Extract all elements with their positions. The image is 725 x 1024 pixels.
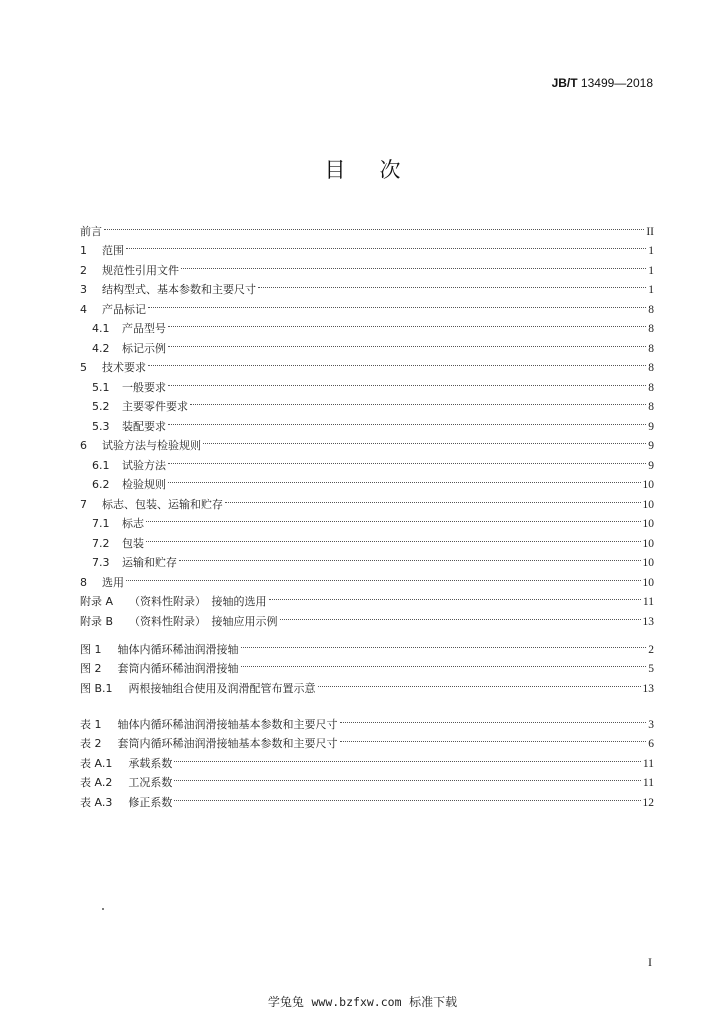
toc-entry-label: 承载系数 xyxy=(128,756,173,770)
dot-leader xyxy=(190,385,646,406)
dot-leader xyxy=(168,404,646,425)
toc-entry-label: 一般要求 xyxy=(122,380,166,394)
toc-entry-label: 运输和贮存 xyxy=(122,556,177,569)
toc-entry-page: 10 xyxy=(642,537,654,550)
footer-url: www.bzfxw.com xyxy=(311,995,402,1009)
toc-entry-page: 10 xyxy=(642,557,654,569)
toc-entry-number: 6.2 xyxy=(92,478,110,491)
toc-entry-page: 8 xyxy=(648,401,654,413)
toc-entry-page: 10 xyxy=(642,576,654,589)
toc-entry-label: 主要零件要求 xyxy=(122,400,188,413)
scan-speck xyxy=(102,908,104,910)
dot-leader xyxy=(340,722,647,743)
toc-entry-page: 13 xyxy=(642,682,654,695)
page-number: I xyxy=(648,955,652,969)
toc-entry-number: 附录 A xyxy=(80,595,114,608)
dot-leader xyxy=(168,443,646,464)
toc-entry-label: 修正系数 xyxy=(128,795,173,809)
toc-entry-page: 8 xyxy=(648,323,654,335)
toc-entry-label: 检验规则 xyxy=(122,478,166,491)
footer-watermark xyxy=(0,993,725,1010)
toc-entry-page: 8 xyxy=(648,342,654,355)
toc-entry-page: II xyxy=(646,225,654,238)
dot-leader xyxy=(168,307,646,328)
standard-code xyxy=(552,76,653,90)
toc-entry-page: 1 xyxy=(648,264,654,277)
toc-entry-number: 5 xyxy=(80,361,87,374)
toc-entry-page: 10 xyxy=(642,518,654,530)
toc-entry-label: 轴体内循环稀油润滑接轴 xyxy=(117,642,239,656)
toc-entry-label: 标记示例 xyxy=(122,341,166,355)
dot-leader xyxy=(269,580,641,601)
toc-entry-number: 4 xyxy=(80,302,87,316)
toc-entry-page: 11 xyxy=(642,777,654,789)
dot-leader xyxy=(258,268,646,289)
toc-entry-page: 6 xyxy=(648,738,654,750)
toc-entry-label: 标志、包装、运输和贮存 xyxy=(102,497,223,511)
toc-entry-page: 12 xyxy=(642,796,654,809)
toc-entry-number: 1 xyxy=(80,244,87,257)
toc-entry-page: 8 xyxy=(648,303,654,316)
footer-tagline: 标准下载 xyxy=(409,995,458,1009)
toc-entry-number: 4.1 xyxy=(92,322,110,335)
toc-entry-label: 产品型号 xyxy=(122,322,166,335)
dot-leader xyxy=(179,541,641,562)
toc-entry-number: 5.2 xyxy=(92,400,110,413)
toc-entry-number: 7.3 xyxy=(92,556,110,569)
toc-entry-number: 4.2 xyxy=(92,341,110,355)
dot-leader xyxy=(168,365,646,386)
dot-leader xyxy=(174,780,640,801)
toc-entry-label: 范围 xyxy=(102,244,124,257)
toc-entry-page: 10 xyxy=(642,479,654,491)
toc-entry-label: 试验方法 xyxy=(122,458,166,472)
dot-leader xyxy=(318,666,641,687)
dot-leader xyxy=(126,229,646,250)
dot-leader xyxy=(146,521,641,542)
dot-leader xyxy=(340,702,647,723)
toc-tables-section xyxy=(80,707,654,809)
toc-entry-number: 表 1 xyxy=(80,717,102,731)
dot-leader xyxy=(126,560,641,581)
toc-entry-label: 装配要求 xyxy=(122,419,166,433)
toc-entry-number: 7.1 xyxy=(92,517,110,530)
toc-entry-number: 6 xyxy=(80,439,87,452)
toc-entry-label: 规范性引用文件 xyxy=(102,263,179,277)
dot-leader xyxy=(168,463,641,484)
toc-entry-number: 表 A.1 xyxy=(80,756,113,770)
dot-leader xyxy=(104,209,644,230)
toc-entry-label: （资料性附录） 接轴应用示例 xyxy=(129,614,278,628)
dot-leader xyxy=(174,761,641,782)
toc-entry-number: 表 A.3 xyxy=(80,795,113,809)
toc-entry-number: 6.1 xyxy=(92,458,110,472)
toc-main-section xyxy=(80,214,654,628)
toc-entry-number: 2 xyxy=(80,263,87,277)
toc-entry-page: 9 xyxy=(648,440,654,452)
toc-entry-page: 9 xyxy=(648,420,654,433)
dot-leader xyxy=(203,424,646,445)
dot-leader xyxy=(146,502,641,523)
toc-entry-label: （资料性附录） 接轴的选用 xyxy=(129,595,267,608)
toc-entry-number: 表 A.2 xyxy=(80,776,113,789)
toc-entry-label: 两根接轴组合使用及润滑配管布置示意 xyxy=(128,681,316,695)
toc-entry-label: 选用 xyxy=(102,575,124,589)
dot-leader xyxy=(225,482,641,503)
toc-entry-page: 8 xyxy=(648,362,654,374)
dot-leader xyxy=(148,287,646,308)
dot-leader xyxy=(148,346,646,367)
toc-entry-number: 7 xyxy=(80,497,87,511)
dot-leader xyxy=(280,599,641,620)
toc-entry-page: 1 xyxy=(648,284,654,296)
dot-leader xyxy=(181,248,646,269)
toc-entry-page: 3 xyxy=(648,718,654,731)
dot-leader xyxy=(168,326,646,347)
dot-leader xyxy=(174,741,641,762)
toc-entry-page: 10 xyxy=(642,498,654,511)
toc-entry-page: 5 xyxy=(648,663,654,675)
standard-number: 13499—2018 xyxy=(577,76,653,90)
dot-leader xyxy=(241,627,647,648)
toc-entry-number: 表 2 xyxy=(80,737,102,750)
toc-entry-number: 7.2 xyxy=(92,536,110,550)
toc-entry-page: 2 xyxy=(648,643,654,656)
toc-entry-number: 5.1 xyxy=(92,380,110,394)
toc-entry-label: 套筒内循环稀油润滑接轴 xyxy=(117,662,239,675)
toc-entry-label: 套筒内循环稀油润滑接轴基本参数和主要尺寸 xyxy=(117,737,338,750)
toc-entry-label: 标志 xyxy=(122,517,144,530)
toc-entry-page: 11 xyxy=(642,757,654,770)
page-title: 目次 xyxy=(324,158,435,182)
toc-entry-number: 附录 B xyxy=(80,614,114,628)
toc-entry-number: 5.3 xyxy=(92,419,110,433)
toc-entry-label: 试验方法与检验规则 xyxy=(102,439,201,452)
dot-leader xyxy=(241,647,647,668)
toc-entry-page: 8 xyxy=(648,381,654,394)
toc-entry-page: 13 xyxy=(642,615,654,628)
toc-entry-number: 3 xyxy=(80,283,87,296)
toc-entry-label: 技术要求 xyxy=(102,361,146,374)
toc-entry-label: 包装 xyxy=(122,536,144,550)
footer-site-name: 学兔兔 xyxy=(267,995,304,1009)
standard-prefix: JB/T xyxy=(551,76,578,90)
toc-figures-section xyxy=(80,632,654,695)
toc-entry-label: 前言 xyxy=(80,224,102,238)
toc-entry-page: 9 xyxy=(648,459,654,472)
toc-entry-number: 图 1 xyxy=(80,642,102,656)
toc-entry-page: 1 xyxy=(648,245,654,257)
toc-entry-label: 结构型式、基本参数和主要尺寸 xyxy=(102,283,256,296)
toc-entry-label: 轴体内循环稀油润滑接轴基本参数和主要尺寸 xyxy=(117,717,338,731)
toc-entry-page: 11 xyxy=(642,596,654,608)
toc-entry-number: 图 B.1 xyxy=(80,681,113,695)
toc-entry-number: 图 2 xyxy=(80,662,102,675)
toc-entry-label: 工况系数 xyxy=(128,776,173,789)
toc-entry-number: 8 xyxy=(80,575,87,589)
toc-entry-label: 产品标记 xyxy=(102,302,146,316)
